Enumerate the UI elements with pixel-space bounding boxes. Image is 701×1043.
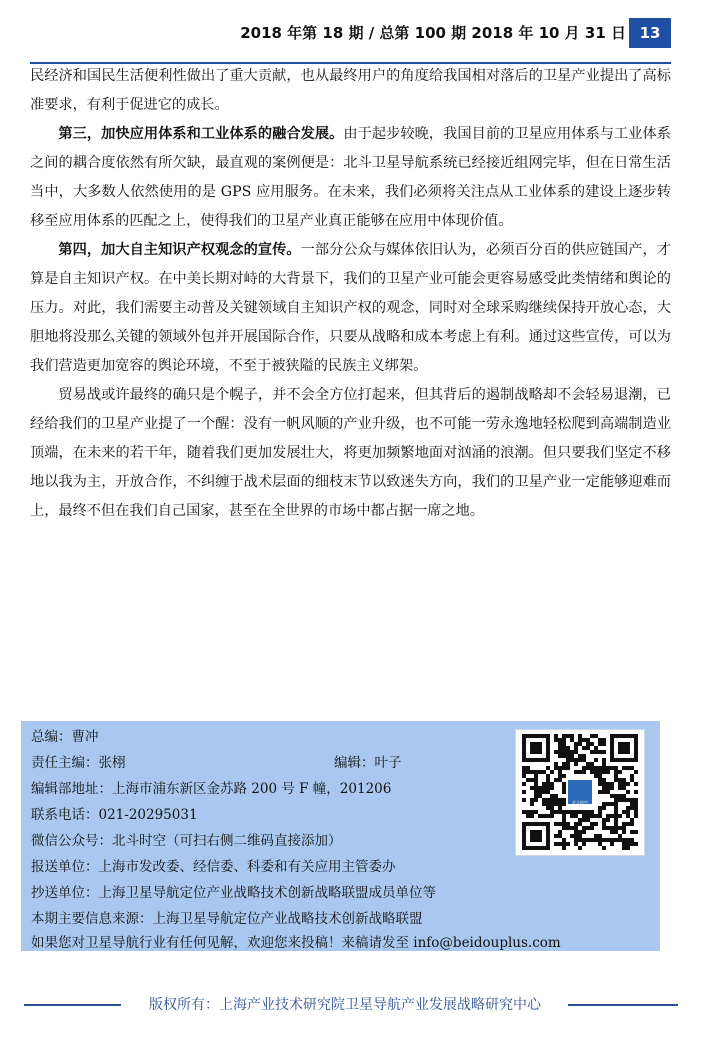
paragraph-3 [30, 236, 671, 381]
chief-editor: 总编：曹冲 [31, 729, 99, 745]
address: 编辑部地址：上海市浦东新区金苏路 200 号 F 幢，201206 [31, 781, 392, 797]
svg-text:北斗时空: 北斗时空 [572, 800, 588, 805]
editor: 编辑：叶子 [334, 755, 402, 771]
paragraph-2-text: 由于起步较晚，我国目前的卫星应用体系与工业体系之间的耦合度依然有所欠缺，最直观的案例便是：北斗卫星导航系统已经接近组网完毕，但在日常生活当中，大多数人依然使用的是 GPS 应用服务。在未来，我们必须将关注点从工业体系的建设上逐步转移至应用体系的匹配之上，使得我们的卫星产业真正能够在应用中体现价值。 [30, 126, 671, 229]
paragraph-2 [30, 120, 671, 236]
paragraph-2-lead: 第三，加快应用体系和工业体系的融合发展。 [58, 126, 344, 142]
cc-to: 抄送单位：上海卫星导航定位产业战略技术创新战略联盟成员单位等 [31, 885, 436, 901]
footer-rule-right [568, 1004, 678, 1006]
article-body [30, 62, 671, 526]
paragraph-3-text: 一部分公众与媒体依旧认为，必须百分百的供应链国产，才算是自主知识产权。在中美长期对峙的大背景下，我们的卫星产业可能会更容易感受此类情绪和舆论的压力。对此，我们需要主动普及关键领域自主知识产权的观念，同时对全球采购继续保持开放心态，大胆地将没那么关键的领域外包并开展国际合作，只要从战略和成本考虑上有利。通过这些宣传，可以为我们营造更加宽容的舆论环境，不至于被狭隘的民族主义绑架。 [30, 242, 671, 374]
page-number: 13 [629, 18, 671, 48]
phone: 联系电话：021-20295031 [31, 807, 198, 823]
copyright: 版权所有：上海产业技术研究院卫星导航产业发展战略研究中心 [149, 997, 541, 1013]
qr-code-graphic [516, 730, 644, 855]
issue-line: 2018 年第 18 期 / 总第 100 期 2018 年 10 月 31 日 [240, 24, 626, 42]
info-box [21, 721, 660, 951]
contribute: 如果您对卫星导航行业有任何见解，欢迎您来投稿！来稿请发至 info@beidouplus.com [31, 935, 561, 951]
page-header [0, 14, 701, 50]
paragraph-1: 民经济和国民生活便利性做出了重大贡献，也从最终用户的角度给我国相对落后的卫星产业提出了高标准要求，有利于促进它的成长。 [30, 68, 671, 113]
responsible-editor: 责任主编：张栩 [31, 755, 126, 771]
info-source: 本期主要信息来源：上海卫星导航定位产业战略技术创新战略联盟 [31, 911, 423, 927]
paragraph-3-lead: 第四，加大自主知识产权观念的宣传。 [58, 242, 301, 258]
submit-to: 报送单位：上海市发改委、经信委、科委和有关应用主管委办 [31, 859, 396, 875]
wechat: 微信公众号：北斗时空（可扫右侧二维码直接添加） [31, 833, 342, 849]
qr-code-icon[interactable] [515, 729, 645, 856]
footer-rule-left [24, 1004, 121, 1006]
paragraph-4: 贸易战或许最终的确只是个幌子，并不会全方位打起来，但其背后的遏制战略却不会轻易退潮，已经给我们的卫星产业提了一个醒：没有一帆风顺的产业升级，也不可能一劳永逸地轻松爬到高端制造业顶端，在未来的若干年，随着我们更加发展壮大，将更加频繁地面对汹涌的浪潮。但只要我们坚定不移地以我为主，开放合作，不纠缠于战术层面的细枝末节以致迷失方向，我们的卫星产业一定能够迎难而上，最终不但在我们自己国家，甚至在全世界的市场中都占据一席之地。 [30, 387, 671, 519]
